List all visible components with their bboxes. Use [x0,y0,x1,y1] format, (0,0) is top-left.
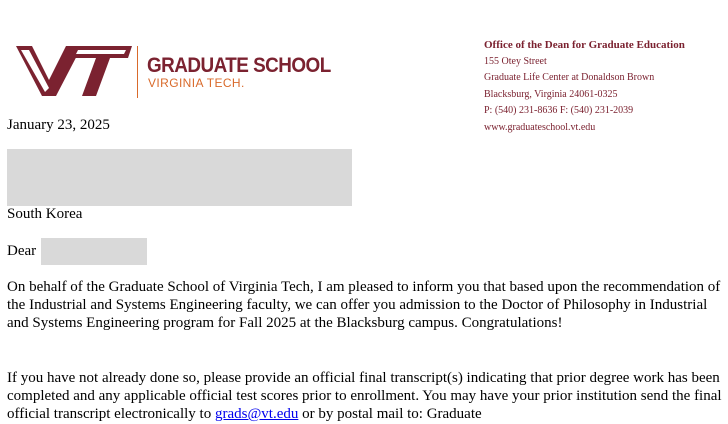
letter-date: January 23, 2025 [7,117,110,133]
logo-wordmark-virginia-tech: VIRGINIA TECH. [148,76,245,90]
paragraph-transcript-text: If you have not already done so, please provide an official final transcript(s) indicating that prior degree work has been completed and any applicable official test scores prior to enrollment. You may have your prior institution send the final official transcript electronically to [7,370,722,422]
redacted-recipient-name [41,238,147,265]
vt-graduate-school-logo [16,42,331,102]
vt-logo-icon [16,42,132,100]
paragraph-transcript-request [7,369,722,423]
office-address-block [484,37,724,136]
salutation: Dear [7,243,37,259]
recipient-country: South Korea [7,206,83,222]
address-line-city: Blacksburg, Virginia 24061-0325 [484,88,618,100]
logo-wordmark-graduate-school: GRADUATE SCHOOL [147,54,331,77]
office-title: Office of the Dean for Graduate Education [484,39,685,51]
logo-divider [137,46,138,98]
website: www.graduateschool.vt.edu [484,121,596,133]
paragraph-transcript-text-end: or by postal mail to: Graduate [298,406,482,422]
redacted-recipient-address [7,149,352,206]
paragraph-admission-offer: On behalf of the Graduate School of Virginia Tech, I am pleased to inform you that based upon the recommendation of the Industrial and Systems Engineering faculty, we can offer you admission to the Doctor of Philosophy in Industrial and Systems Engineering program for Fall 2025 at the Blacksburg campus. Congratulations! [7,279,721,331]
address-line-building: Graduate Life Center at Donaldson Brown [484,72,655,83]
phone-fax: P: (540) 231-8636 F: (540) 231-2039 [484,105,634,116]
grads-email-link[interactable]: grads@vt.edu [214,406,299,422]
address-line-street: 155 Otey Street [484,55,547,67]
